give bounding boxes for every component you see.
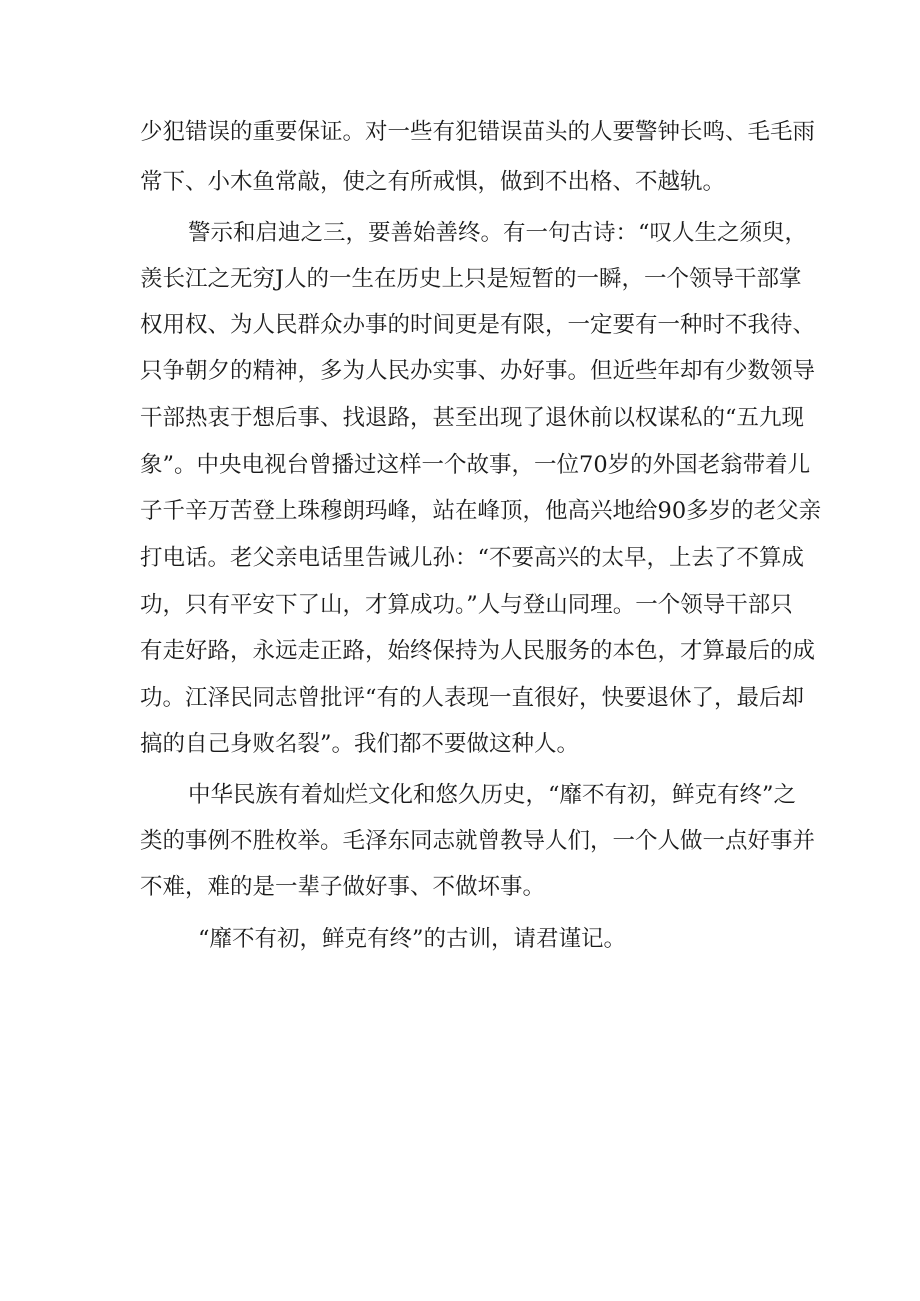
text-line-1: 少犯错误的重要保证。对一些有犯错误苗头的人要警钟长鸣、毛毛雨: [140, 119, 816, 145]
paragraph-2-first-line: 警示和启迪之三，要善始善终。有一句古诗：“叹人生之须臾，: [188, 220, 808, 246]
text-line-9: 子千辛万苦登上珠穆朗玛峰，站在峰顶，他高兴地给90多岁的老父亲: [140, 498, 822, 524]
paragraph-3-first-line: 中华民族有着灿烂文化和悠久历史，“靡不有初，鲜克有终”之: [188, 782, 797, 808]
text-line-5: 权用权、为人民群众办事的时间更是有限，一定要有一种时不我待、: [140, 312, 816, 338]
text-line-16: 类的事例不胜枚举。毛泽东同志就曾教导人们，一个人做一点好事并: [140, 828, 816, 854]
text-line-7: 干部热衷于想后事、找退路，甚至出现了退休前以权谋私的“五九现: [140, 405, 805, 431]
text-line-6: 只争朝夕的精神，多为人民办实事、办好事。但近些年却有少数领导: [140, 358, 816, 384]
text-line-11: 功，只有平安下了山，才算成功。”人与登山同理。一个领导干部只: [140, 592, 793, 618]
text-line-8: 象”。中央电视台曾播过这样一个故事，一位70岁的外国老翁带着儿: [140, 452, 811, 478]
text-line-14: 搞的自己身败名裂”。我们都不要做这种人。: [140, 731, 580, 757]
text-line-12: 有走好路，永远走正路，始终保持为人民服务的本色，才算最后的成: [140, 638, 816, 664]
text-line-2: 常下、小木鱼常敲，使之有所戒惧，做到不出格、不越轨。: [140, 169, 726, 195]
closing-line: “靡不有初，鲜克有终”的古训，请君谨记。: [198, 926, 627, 952]
text-line-10: 打电话。老父亲电话里告诫儿孙：“不要高兴的太早，上去了不算成: [140, 545, 805, 571]
text-line-4: 羡长江之无穷J人的一生在历史上只是短暂的一瞬，一个领导干部掌: [140, 266, 802, 292]
text-line-13: 功。江泽民同志曾批评“有的人表现一直很好，快要退休了，最后却: [140, 685, 805, 711]
text-line-17: 不难，难的是一辈子做好事、不做坏事。: [140, 874, 546, 900]
